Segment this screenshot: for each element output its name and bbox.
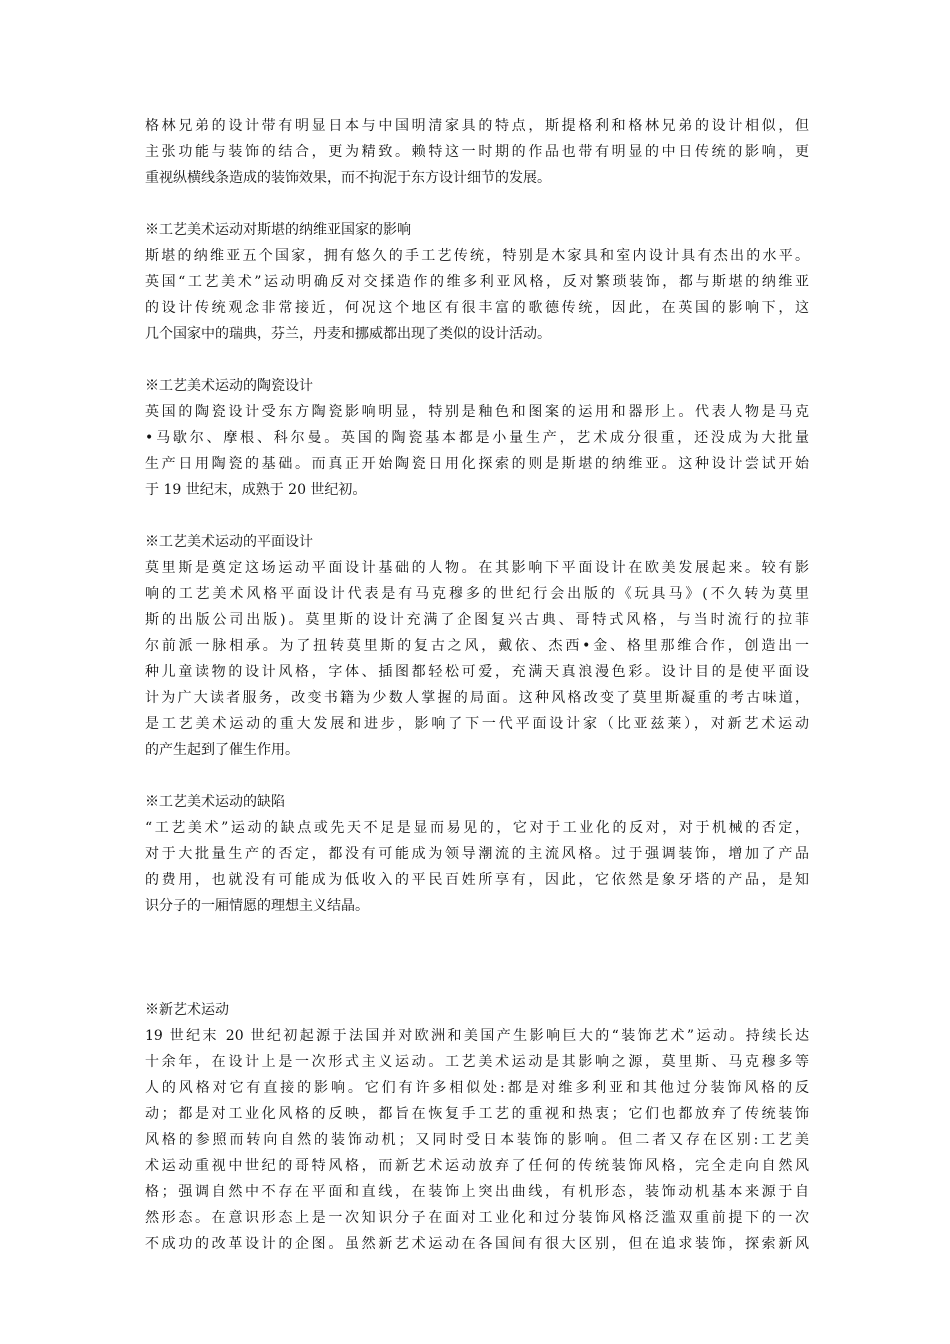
paragraph-line: 尔前派一脉相承。为了扭转莫里斯的复古之风，戴依、杰西•金、格里那维合作，创造出一 [145, 638, 809, 654]
paragraph-line: 莫里斯是奠定这场运动平面设计基础的人物。在其影响下平面设计在欧美发展起来。较有影 [145, 560, 809, 576]
section-scandinavia [145, 217, 809, 347]
section-intro [145, 113, 809, 191]
paragraph-line: 19 世纪末 20 世纪初起源于法国并对欧洲和美国产生影响巨大的“装饰艺术”运动。持续长达 [145, 1028, 809, 1044]
paragraph-line: 的设计传统观念非常接近，何况这个地区有很丰富的歌德传统，因此，在英国的影响下，这 [145, 300, 809, 316]
paragraph-line: 风格的参照而转向自然的装饰动机；又同时受日本装饰的影响。但二者又存在区别:工艺美 [145, 1132, 809, 1148]
section-heading: ※工艺美术运动对斯堪的纳维亚国家的影响 [145, 222, 411, 238]
paragraph-line: 人的风格对它有直接的影响。它们有许多相似处:都是对维多利亚和其他过分装饰风格的反 [145, 1080, 809, 1096]
section-graphic-design [145, 529, 809, 763]
paragraph-line: 的产生起到了催生作用。 [145, 742, 299, 758]
paragraph-line: 重视纵横线条造成的装饰效果，而不拘泥于东方设计细节的发展。 [145, 170, 551, 186]
paragraph-line: 的费用，也就没有可能成为低收入的平民百姓所享有，因此，它依然是象牙塔的产品，是知 [145, 872, 809, 888]
paragraph-line: 几个国家中的瑞典，芬兰，丹麦和挪威都出现了类似的设计活动。 [145, 326, 551, 342]
paragraph-line: 斯的出版公司出版)。莫里斯的设计充满了企图复兴古典、哥特式风格，与当时流行的拉菲 [145, 612, 809, 628]
paragraph-line: 英国“工艺美术”运动明确反对交揉造作的维多利亚风格，反对繁琐装饰，都与斯堪的纳维亚 [145, 274, 809, 290]
spacer [145, 763, 809, 789]
section-art-nouveau [145, 997, 809, 1257]
paragraph-line: 术运动重视中世纪的哥特风格，而新艺术运动放弃了任何的传统装饰风格，完全走向自然风 [145, 1158, 809, 1174]
spacer [145, 191, 809, 217]
section-defects [145, 789, 809, 919]
paragraph-line: 生产日用陶瓷的基础。而真正开始陶瓷日用化探索的则是斯堪的纳维亚。这种设计尝试开始 [145, 456, 809, 472]
paragraph-line: 格；强调自然中不存在平面和直线，在装饰上突出曲线，有机形态，装饰动机基本来源于自 [145, 1184, 809, 1200]
spacer [145, 919, 809, 997]
paragraph-line: “工艺美术”运动的缺点或先天不足是显而易见的，它对于工业化的反对，对于机械的否定， [145, 820, 809, 836]
section-ceramics [145, 373, 809, 503]
section-heading: ※工艺美术运动的陶瓷设计 [145, 378, 313, 394]
document-page [145, 113, 809, 1257]
paragraph-line: 不成功的改革设计的企图。虽然新艺术运动在各国间有很大区别，但在追求装饰，探索新风 [145, 1236, 809, 1252]
paragraph-line: 英国的陶瓷设计受东方陶瓷影响明显，特别是釉色和图案的运用和器形上。代表人物是马克 [145, 404, 809, 420]
paragraph-line: 斯堪的纳维亚五个国家，拥有悠久的手工艺传统，特别是木家具和室内设计具有杰出的水平。 [145, 248, 809, 264]
paragraph-line: 种儿童读物的设计风格，字体、插图都轻松可爱，充满天真浪漫色彩。设计目的是使平面设 [145, 664, 809, 680]
paragraph-line: 十余年，在设计上是一次形式主义运动。工艺美术运动是其影响之源，莫里斯、马克穆多等 [145, 1054, 809, 1070]
paragraph-line: 响的工艺美术风格平面设计代表是有马克穆多的世纪行会出版的《玩具马》(不久转为莫里 [145, 586, 809, 602]
spacer [145, 503, 809, 529]
paragraph-line: 于 19 世纪末，成熟于 20 世纪初。 [145, 482, 367, 498]
paragraph-line: 主张功能与装饰的结合，更为精致。赖特这一时期的作品也带有明显的中日传统的影响，更 [145, 144, 809, 160]
paragraph-line: 格林兄弟的设计带有明显日本与中国明清家具的特点，斯提格利和格林兄弟的设计相似，但 [145, 118, 809, 134]
paragraph-line: 识分子的一厢情愿的理想主义结晶。 [145, 898, 369, 914]
paragraph-line: 动；都是对工业化风格的反映，都旨在恢复手工艺的重视和热衷；它们也都放弃了传统装饰 [145, 1106, 809, 1122]
section-heading: ※工艺美术运动的缺陷 [145, 794, 285, 810]
spacer [145, 347, 809, 373]
paragraph-line: 对于大批量生产的否定，都没有可能成为领导潮流的主流风格。过于强调装饰，增加了产品 [145, 846, 809, 862]
paragraph-line: •马歇尔、摩根、科尔曼。英国的陶瓷基本都是小量生产，艺术成分很重，还没成为大批量 [145, 430, 809, 446]
section-heading: ※工艺美术运动的平面设计 [145, 534, 313, 550]
paragraph-line: 是工艺美术运动的重大发展和进步，影响了下一代平面设计家（比亚兹莱），对新艺术运动 [145, 716, 809, 732]
section-heading: ※新艺术运动 [145, 1002, 229, 1018]
paragraph-line: 计为广大读者服务，改变书籍为少数人掌握的局面。这种风格改变了莫里斯凝重的考古味道， [145, 690, 809, 706]
paragraph-line: 然形态。在意识形态上是一次知识分子在面对工业化和过分装饰风格泛滥双重前提下的一次 [145, 1210, 809, 1226]
